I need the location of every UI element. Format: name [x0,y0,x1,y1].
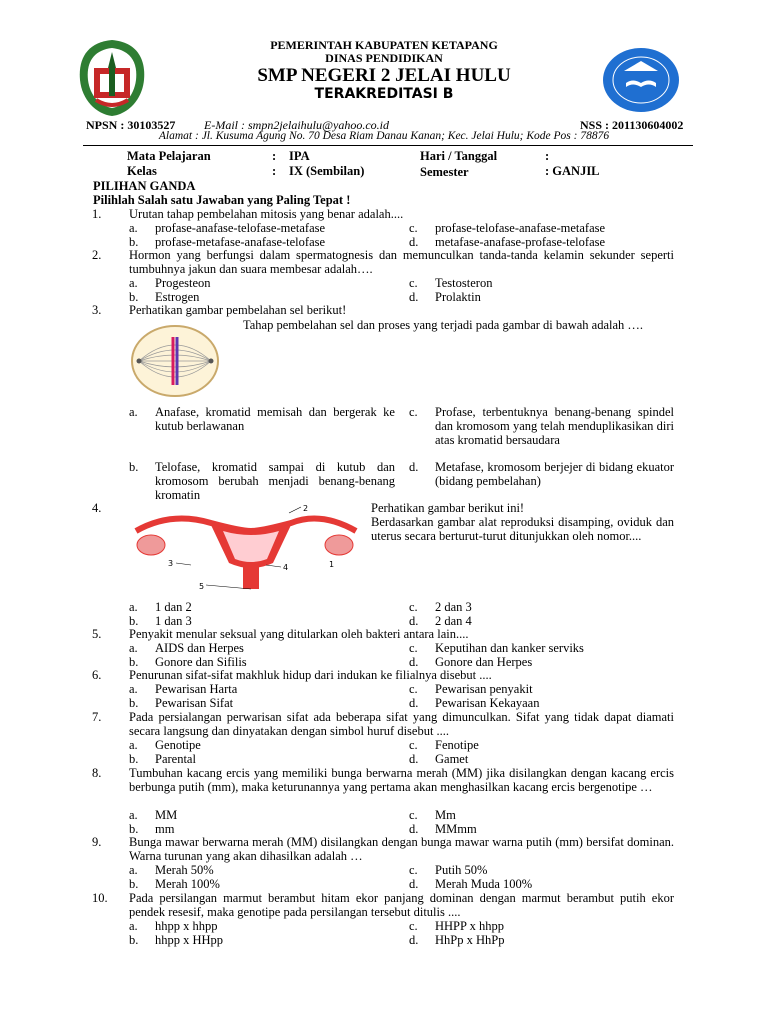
subject-label: Mata Pelajaran [127,149,211,163]
option: profase-telofase-anafase-metafase [435,221,606,235]
option: profase-anafase-telofase-metafase [155,221,326,235]
header-rule [83,145,693,146]
class-colon: : [272,164,277,178]
option: Estrogen [155,290,200,304]
question-4: 4. Perhatikan gambar berikut ini! Berdasarkan gambar alat reproduksi disamping, oviduk dan uterus secara berturut-turut ditunjukkan oleh nomor.... 2 1 3 4 5 a. 1 dan 2 c. 2 dan 3 b. 1 dan 3 d. 2 dan 4 [92,501,674,628]
option: MMmm [435,822,477,836]
option: hhpp x HHpp [155,933,224,947]
option: Parental [155,752,196,766]
question-10: 10. Pada persilangan marmut berambut hitam ekor panjang dominan dengan marmut berambut putih ekor pendek resesif, maka genotipe pada persilangan tersebut ditulis .... a. hhpp x hhpp c. HHPP x hhpp b. hhpp x HHpp d. HhPp x HhPp [92,891,674,947]
option: Keputihan dan kanker serviks [435,641,584,655]
question-1: 1. Urutan tahap pembelahan mitosis yang benar adalah.... a. profase-anafase-telofase-metafase c. profase-telofase-anafase-metafase b. profase-metafase-anafase-telofase d. metafase-anafase-profase-telofase [92,207,606,249]
option: Merah Muda 100% [435,877,533,891]
date-colon: : [545,149,550,163]
option: Prolaktin [435,290,481,304]
question-7: 7. Pada persialangan perwarisan sifat ada beberapa sifat yang dimunculkan. Sifat yang tidak dapat diamati secara langsung dan dinyatakan dengan simbol huruf disebut .... a. Genotipe c. Fenotipe b. Parental d. Gamet [92,710,674,766]
option: Gonore dan Sifilis [155,655,247,669]
address: Alamat : Jl. Kusuma Agung No. 70 Desa Riam Danau Kanan; Kec. Jelai Hulu; Kode Pos : 78876 [158,130,610,142]
question-2: 2. Hormon yang berfungsi dalam spermatognesis dan memunculkan tanda-tanda kelamin sekunder seperti tumbuhnya jakun dan suara membesar adalah…. a. Progesteon c. Testosteron b. Estrogen d. Prolaktin [92,248,674,304]
option: HHPP x hhpp [435,919,504,933]
option: mm [155,822,175,836]
option: Gamet [435,752,469,766]
svg-text:3: 3 [168,559,174,568]
option: 2 dan 4 [435,614,472,628]
option: Genotipe [155,738,201,752]
option: Putih 50% [435,863,488,877]
class-label: Kelas [127,164,157,178]
option: profase-metafase-anafase-telofase [155,235,326,249]
school-name: SMP NEGERI 2 JELAI HULU [257,65,511,86]
reproductive-figure [131,503,361,593]
question-6: 6. Penurunan sifat-sifat makhluk hidup dari indukan ke filialnya disebut .... a. Pewarisan Harta c. Pewarisan penyakit b. Pewarisan Sifat d. Pewarisan Kekayaan [92,668,540,710]
question-3: 3. Perhatikan gambar pembelahan sel berikut! Tahap pembelahan sel dan proses yang terjadi pada gambar di bawah adalah …. a. Anafase, kromatid memisah dan bergerak ke kutub berlawanan c. Profase, terbentuknya benang-benang spindel dan kromosom yang telah menduplikasikan diri atas kromatid bersaudara b. Telofase, kromatid sampai di kutub dan kromosom berubah menjadi benang-benang kromatin d. Metafase, kromosom berjejer di bidang ekuator (bidang pembelahan) [92,303,674,502]
question-8: 8. Tumbuhan kacang ercis yang memiliki bunga berwarna merah (MM) jika disilangkan dengan kacang ercis berbunga putih (mm), maka keturunannya yang pertama akan menghasilkan kacang ercis bergenotipe … a. MM c. Mm b. mm d. MMmm [92,766,674,836]
option: Telofase, kromatid sampai di kutub dan kromosom berubah menjadi benang-benang kromatin [155,460,395,502]
semester-value: : GANJIL [545,164,600,178]
option: hhpp x hhpp [155,919,218,933]
option: Gonore dan Herpes [435,655,533,669]
option: 1 dan 3 [155,614,192,628]
option: Mm [435,808,456,822]
svg-text:1: 1 [329,560,335,569]
option: 1 dan 2 [155,600,192,614]
section-title: PILIHAN GANDA [93,179,196,193]
accreditation: TERAKREDITASI B [314,86,454,102]
question-5: 5. Penyakit menular seksual yang ditularkan oleh bakteri antara lain.... a. AIDS dan Herpes c. Keputihan dan kanker serviks b. Gonore dan Sifilis d. Gonore dan Herpes [92,627,584,669]
option: Progesteon [155,276,211,290]
government-line: PEMERINTAH KABUPATEN KETAPANG [270,38,498,52]
option: 2 dan 3 [435,600,472,614]
option: AIDS dan Herpes [155,641,244,655]
section-instruction: Pilihlah Salah satu Jawaban yang Paling Tepat ! [93,193,351,207]
option: Fenotipe [435,738,479,752]
date-label: Hari / Tanggal [420,149,498,163]
option: Pewarisan Harta [155,682,238,696]
subject-value: IPA [289,149,310,163]
option: Profase, terbentuknya benang-benang spindel dan kromosom yang telah menduplikasikan diri atas kromatid bersaudara [435,405,674,447]
option: Anafase, kromatid memisah dan bergerak ke kutub berlawanan [155,405,395,433]
question-9: 9. Bunga mawar berwarna merah (MM) disilangkan dengan bunga mawar warna putih (mm) bersifat dominan. Warna turunan yang akan dihasilkan adalah … a. Merah 50% c. Putih 50% b. Merah 100% d. Merah Muda 100% [92,835,674,891]
option: Pewarisan Sifat [155,696,234,710]
svg-text:2: 2 [303,504,309,513]
option: Metafase, kromosom berjejer di bidang ekuator (bidang pembelahan) [435,460,674,488]
svg-text:5: 5 [199,582,205,591]
option: MM [155,808,178,822]
semester-label: Semester [420,165,469,179]
svg-text:4: 4 [283,563,289,572]
nss: NSS : 201130604002 [580,118,684,132]
department-line: DINAS PENDIDIKAN [325,51,443,65]
email: E-Mail : smpn2jelaihulu@yahoo.co.id [204,118,390,132]
option: Pewarisan Kekayaan [435,696,540,710]
option: metafase-anafase-profase-telofase [435,235,606,249]
option: HhPp x HhPp [435,933,505,947]
option: Pewarisan penyakit [435,682,533,696]
subject-colon: : [272,149,277,163]
npsn: NPSN : 30103527 [86,118,176,132]
option: Merah 50% [155,863,214,877]
option: Merah 100% [155,877,220,891]
option: Testosteron [435,276,493,290]
class-value: IX (Sembilan) [289,164,365,178]
mitosis-figure [131,325,219,397]
